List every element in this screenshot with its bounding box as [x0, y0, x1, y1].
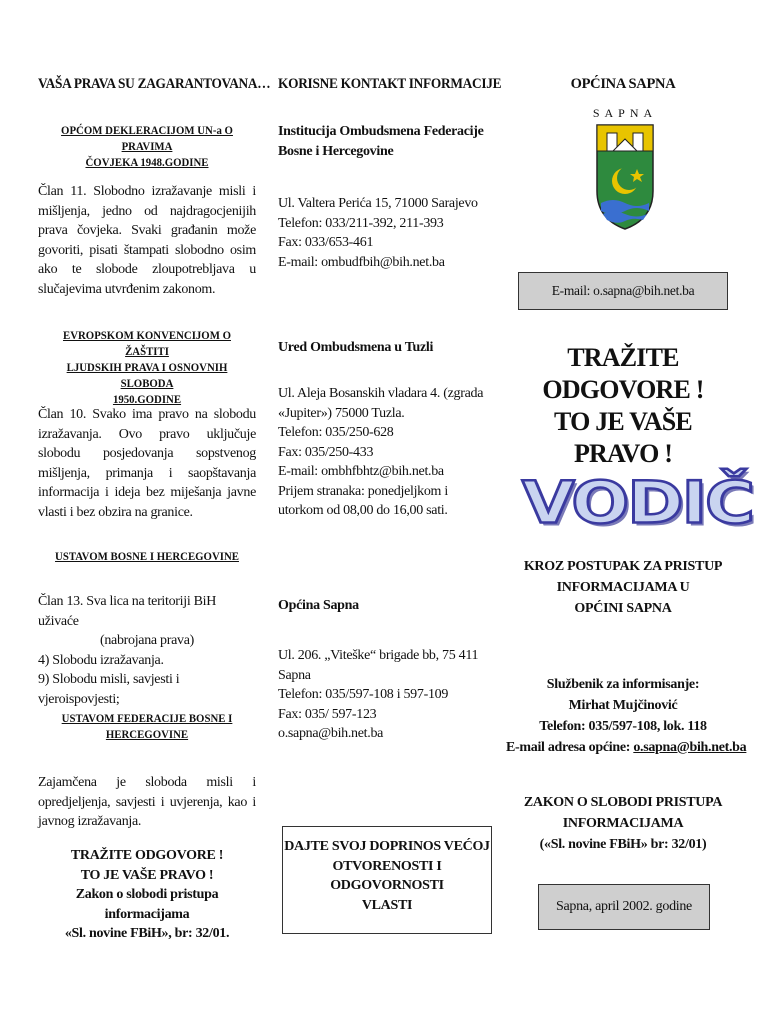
email-box: E-mail: o.sapna@bih.net.ba [518, 272, 728, 310]
shield-icon [593, 121, 657, 231]
municipality-email-link[interactable]: o.sapna@bih.net.ba [633, 740, 747, 755]
european-convention-text: Član 10. Svako ima pravo na slobodu izražavanja. Ovo pravo uključuje slobodu posjedovanja sopstvenog mišljenja, primanja i saopštavanja informacija i ideja bez miješanja javne vlasti i bez obzira na granice. [38, 407, 256, 520]
contribution-box: DAJTE SVOJ DOPRINOS VEĆOJ OTVORENOSTI I ODGOVORNOSTI VLASTI [282, 826, 492, 934]
fbih-constitution-text: Zajamčena je sloboda misli i opredjeljenja, savjesti i uvjerenja, kao i javnog izražavanja. [38, 775, 256, 829]
guide-subtitle: KROZ POSTUPAK ZA PRISTUP INFORMACIJAMA U OPĆINI SAPNA [523, 559, 723, 616]
emblem-text: SAPNA [592, 106, 658, 120]
information-officer: Službenik za informisanje: Mirhat Mujčinović Telefon: 035/597-108, lok. 118 E-mail adresa općine: o.sapna@bih.net.ba [506, 677, 747, 755]
bih-constitution-heading: USTAVOM BOSNE I HERCEGOVINE [55, 549, 239, 563]
sapna-municipality-title: Općina Sapna [278, 598, 359, 613]
ombudsmen-institution-details: Ul. Valtera Perića 15, 71000 Sarajevo Telefon: 033/211-392, 211-393 Fax: 033/653-461 E-mail: ombudfbih@bih.net.ba [278, 196, 478, 270]
sapna-municipality-details: Ul. 206. „Viteške“ brigade bb, 75 411 Sapna Telefon: 035/597-108 i 597-109 Fax: 035/ 597-123 o.sapna@bih.net.ba [278, 648, 479, 741]
vodic-title: VODIČ [522, 470, 753, 538]
date-box: Sapna, april 2002. godine [538, 884, 710, 930]
cover-slogan: TRAŽITE ODGOVORE ! TO JE VAŠE PRAVO ! [542, 343, 704, 468]
tuzla-office-title: Ured Ombudsmena u Tuzli [278, 340, 434, 355]
sapna-coat-of-arms [593, 106, 657, 234]
contacts-title: KORISNE KONTAKT INFORMACIJE [278, 76, 502, 92]
un-declaration-heading: OPĆOM DEKLERACIJOM UN-a O PRAVIMA ČOVJEKA 1948.GODINE [61, 123, 233, 169]
rights-title: VAŠA PRAVA SU ZAGARANTOVANA… [38, 76, 271, 92]
tuzla-office-details: Ul. Aleja Bosanskih vladara 4. (zgrada «Jupiter») 75000 Tuzla. Telefon: 035/250-628 Fax: 035/250-433 E-mail: ombhfbhtz@bih.net.ba Prijem stranaka: ponedjeljkom i utorkom od 08,00 do 16,00 sati. [278, 386, 484, 518]
un-declaration-text: Član 11. Slobodno izražavanje misli i mišljenja, jedno od najdragocjenijih prava čovjeka. Svaki građanin može govoriti, pisati štampati slobodno osim ako te slobode zloupotrebljava u slučajevima utvrđenim zakonom. [38, 184, 256, 297]
fbih-constitution-heading: USTAVOM FEDERACIJE BOSNE I HERCEGOVINE [61, 711, 233, 741]
municipality-title: OPĆINA SAPNA [570, 76, 676, 92]
ombudsmen-institution-title: Institucija Ombudsmena Federacije Bosne i Hercegovine [278, 124, 484, 159]
rights-footer: TRAŽITE ODGOVORE ! TO JE VAŠE PRAVO ! Zakon o slobodi pristupa informacijama «Sl. novine FBiH», br: 32/01. [64, 848, 230, 941]
bih-constitution-text: Član 13. Sva lica na teritoriji BiH uživaće (nabrojana prava) 4) Slobodu izražavanja. 9) Slobodu misli, savjesti i vjeroispovjesti; [38, 594, 217, 707]
law-reference: ZAKON O SLOBODI PRISTUPA INFORMACIJAMA («Sl. novine FBiH» br: 32/01) [523, 795, 723, 852]
european-convention-heading: EVROPSKOM KONVENCIJOM O ŽAŠTITI LJUDSKIH PRAVA I OSNOVNIH SLOBODA 1950.GODINE [62, 328, 231, 406]
